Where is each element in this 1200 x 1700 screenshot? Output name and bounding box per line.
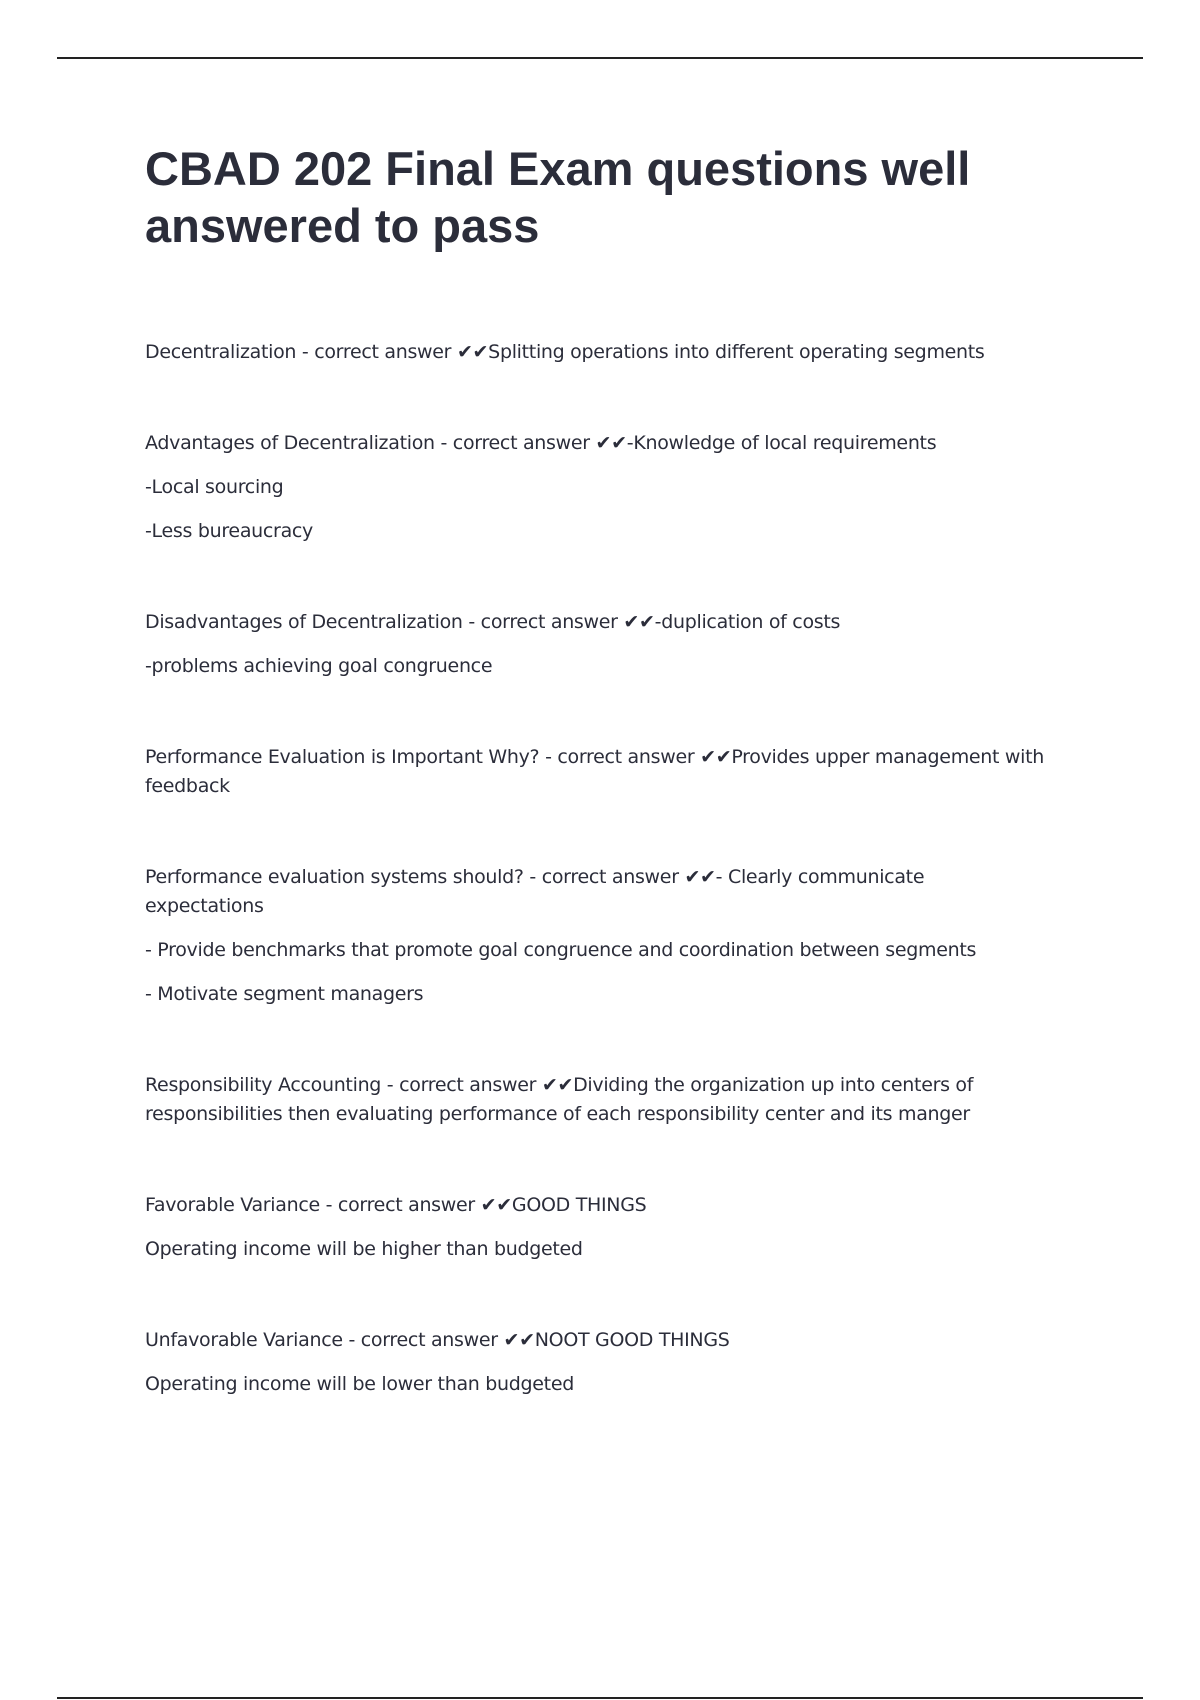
qa-line: -Less bureaucracy: [145, 520, 313, 542]
qa-line: Disadvantages of Decentralization - correct answer ✔✔-duplication of costs: [145, 611, 841, 633]
qa-line: -Local sourcing: [145, 476, 284, 498]
qa-line: Operating income will be higher than budgeted: [145, 1238, 583, 1260]
qa-item: [145, 1071, 1045, 1129]
qa-line: - Provide benchmarks that promote goal congruence and coordination between segments: [145, 939, 977, 961]
qa-line: - Motivate segment managers: [145, 983, 424, 1005]
qa-item: [145, 429, 1045, 546]
qa-line: Performance evaluation systems should? - correct answer ✔✔- Clearly communicate expectations: [145, 866, 925, 917]
document-title: CBAD 202 Final Exam questions well answered to pass: [145, 142, 971, 252]
bottom-rule: [57, 1697, 1143, 1699]
qa-line: Unfavorable Variance - correct answer ✔✔NOOT GOOD THINGS: [145, 1329, 730, 1351]
qa-line: Favorable Variance - correct answer ✔✔GOOD THINGS: [145, 1194, 647, 1216]
top-rule: [57, 57, 1143, 59]
qa-item: [145, 863, 1045, 1009]
qa-item: [145, 1326, 1045, 1399]
qa-line: -problems achieving goal congruence: [145, 655, 493, 677]
qa-item: [145, 743, 1045, 801]
qa-line: Operating income will be lower than budgeted: [145, 1373, 574, 1395]
qa-line: Performance Evaluation is Important Why? - correct answer ✔✔Provides upper management with feedback: [145, 746, 1045, 797]
qa-item: [145, 608, 1045, 681]
qa-list: [145, 338, 1045, 1399]
document-body: [145, 140, 1045, 1461]
qa-line: Decentralization - correct answer ✔✔Splitting operations into different operating segments: [145, 341, 985, 363]
qa-line: Responsibility Accounting - correct answer ✔✔Dividing the organization up into centers of responsibilities then evaluating performance of each responsibility center and its manger: [145, 1074, 974, 1125]
qa-line: Advantages of Decentralization - correct answer ✔✔-Knowledge of local requirements: [145, 432, 937, 454]
qa-item: [145, 1191, 1045, 1264]
qa-item: [145, 338, 1045, 367]
